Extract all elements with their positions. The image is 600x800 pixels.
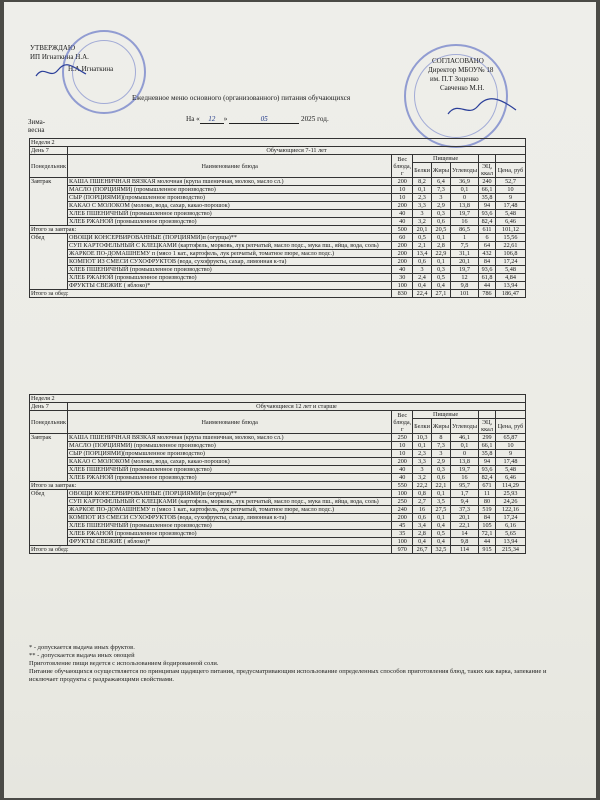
dish-energy: 93,6 [479,466,496,474]
dish-carbs: 37,3 [451,506,479,514]
dish-energy: 432 [479,250,496,258]
table-row [30,210,526,218]
dish-weight: 100 [392,538,413,546]
header-fat: Жиры [431,419,450,434]
dish-protein: 3,3 [413,202,432,210]
dish-name: КАША ПШЕНИЧНАЯ ВЯЗКАЯ молочная (крупа пшеничная, молоко, масло сл.) [67,434,391,442]
dish-price: 9 [496,450,526,458]
total-energy: 671 [479,482,496,490]
dish-fat: 3 [431,194,450,202]
dish-price: 6,46 [496,218,526,226]
menu-table-1 [29,138,526,298]
dish-carbs: 19,7 [451,210,479,218]
dish-weight: 100 [392,490,413,498]
header-dish: Наименование блюда [67,411,391,434]
dish-price: 13,94 [496,282,526,290]
header-protein: Белки [413,163,432,178]
dish-price: 5,48 [496,466,526,474]
week-label: Неделя 2 [30,139,526,147]
dish-carbs: 9,8 [451,282,479,290]
total-carbs: 95,7 [451,482,479,490]
dish-price: 9 [496,194,526,202]
dish-weight: 40 [392,266,413,274]
header-carbs: Углеводы [451,419,479,434]
dish-fat: 0,1 [431,234,450,242]
table-row [30,442,526,450]
table-row [30,186,526,194]
dish-weight: 10 [392,194,413,202]
table-row [30,450,526,458]
dish-energy: 82,4 [479,218,496,226]
dish-carbs: 19,7 [451,266,479,274]
dish-carbs: 13,8 [451,202,479,210]
dish-carbs: 16 [451,218,479,226]
dish-carbs: 0 [451,194,479,202]
header-weight: Вес блюда, г [393,411,412,433]
dish-carbs: 1 [451,234,479,242]
dish-energy: 84 [479,258,496,266]
dish-fat: 2,9 [431,458,450,466]
dish-weight: 60 [392,234,413,242]
day-label: День 7 [30,147,68,155]
dish-protein: 2,7 [413,498,432,506]
table-row [30,234,526,242]
dish-name: СУП КАРТОФЕЛЬНЫЙ С КЛЕЦКАМИ (картофель, морковь, лук репчатый, масло подс., мука пш., яйца, вода, соль) [67,498,391,506]
dish-protein: 13,4 [413,250,432,258]
dish-name: КОМПОТ ИЗ СМЕСИ СУХОФРУКТОВ (вода, сухофрукты, сахар, лимонная к-та) [67,514,391,522]
dish-protein: 0,6 [413,514,432,522]
dish-price: 24,26 [496,498,526,506]
total-label: Итого за завтрак: [30,226,392,234]
dish-carbs: 20,1 [451,258,479,266]
dish-protein: 10,3 [413,434,432,442]
header-blank [496,411,526,419]
total-row [30,482,526,490]
dish-price: 65,87 [496,434,526,442]
dish-weight: 45 [392,522,413,530]
approve-right-line2: им. П.Т Зоценко [430,75,479,83]
header-price: Цена, руб [496,163,526,178]
total-fat: 20,5 [431,226,450,234]
total-fat: 27,1 [431,290,450,298]
dish-carbs: 0,1 [451,186,479,194]
dish-energy: 94 [479,458,496,466]
dish-carbs: 16 [451,474,479,482]
dish-weight: 250 [392,498,413,506]
dish-protein: 3,3 [413,458,432,466]
approve-left-title: УТВЕРЖДАЮ [30,44,76,52]
dish-protein: 0,8 [413,490,432,498]
total-carbs: 101 [451,290,479,298]
dish-protein: 3 [413,266,432,274]
total-energy: 611 [479,226,496,234]
dish-energy: 66,1 [479,186,496,194]
header-price: Цена, руб [496,419,526,434]
dish-protein: 0,4 [413,538,432,546]
total-weight: 550 [392,482,413,490]
total-protein: 26,7 [413,546,432,554]
dish-price: 17,48 [496,202,526,210]
total-label: Итого за обед: [30,290,392,298]
dish-name: ХЛЕБ РЖАНОЙ (промышленное производство) [67,274,391,282]
table-row [30,522,526,530]
dish-price: 5,48 [496,266,526,274]
header-nutrients: Пищевые [413,155,479,163]
dish-name: МАСЛО (ПОРЦИЯМИ) (промышленное производство) [67,442,391,450]
total-row [30,226,526,234]
dish-energy: 64 [479,242,496,250]
dish-fat: 0,4 [431,282,450,290]
dish-price: 6,16 [496,522,526,530]
header-energy: ЭЦ, ккал [479,419,496,434]
dish-price: 5,65 [496,530,526,538]
header-carbs: Углеводы [451,163,479,178]
date-month: 05 [229,115,299,124]
dish-protein: 2,1 [413,242,432,250]
approve-right-line3: Савченко М.Н. [440,84,485,92]
dish-energy: 240 [479,178,496,186]
total-price: 114,29 [496,482,526,490]
dish-fat: 0,1 [431,514,450,522]
dish-name: СУП КАРТОФЕЛЬНЫЙ С КЛЕЦКАМИ (картофель, морковь, лук репчатый, масло подс., мука пш., яйца, вода, соль) [67,242,391,250]
dish-weight: 30 [392,274,413,282]
dish-fat: 0,3 [431,210,450,218]
header-nutrients: Пищевые [413,411,479,419]
age-group: Обучающиеся 7-11 лет [67,147,525,155]
dish-name: МАСЛО (ПОРЦИЯМИ) (промышленное производство) [67,186,391,194]
dish-energy: 11 [479,490,496,498]
dish-protein: 0,1 [413,186,432,194]
dish-price: 22,61 [496,242,526,250]
dish-name: ХЛЕБ ПШЕНИЧНЫЙ (промышленное производство) [67,466,391,474]
dish-weight: 200 [392,178,413,186]
dish-fat: 0,5 [431,274,450,282]
dish-carbs: 13,8 [451,458,479,466]
dish-weight: 200 [392,242,413,250]
dish-energy: 519 [479,506,496,514]
day-label: День 7 [30,403,68,411]
total-price: 215,34 [496,546,526,554]
dish-carbs: 7,5 [451,242,479,250]
dish-protein: 2,3 [413,194,432,202]
note-vegetables: ** - допускается выдача иных овощей [29,652,135,659]
table-row [30,258,526,266]
table-row [30,466,526,474]
table-row [30,538,526,546]
dish-price: 122,16 [496,506,526,514]
dish-carbs: 20,1 [451,514,479,522]
table-row [30,490,526,498]
date-day: 12 [200,115,224,124]
dish-protein: 3,4 [413,522,432,530]
dish-weight: 200 [392,258,413,266]
document-title: Ежедневное меню основного (организованного) питания обучающихся [132,94,351,102]
dish-fat: 0,1 [431,490,450,498]
menu-section-2 [29,394,526,554]
approve-right-line1: Директор МБОУ№ 18 [428,66,494,74]
dish-fat: 0,3 [431,266,450,274]
dish-carbs: 14 [451,530,479,538]
dish-price: 17,24 [496,258,526,266]
dish-carbs: 9,4 [451,498,479,506]
total-energy: 915 [479,546,496,554]
total-weight: 500 [392,226,413,234]
table-row [30,474,526,482]
dish-price: 13,94 [496,538,526,546]
dish-energy: 84 [479,514,496,522]
dish-name: ЖАРКОЕ ПО-ДОМАШНЕМУ п (мясо 1 кат., картофель, лук репчатый, томатное пюре, масло подс.) [67,506,391,514]
table-row [30,242,526,250]
dish-protein: 2,4 [413,274,432,282]
dish-name: КАКАО С МОЛОКОМ (молоко, вода, сахар, какао-порошок) [67,202,391,210]
dish-energy: 94 [479,202,496,210]
dish-fat: 0,1 [431,258,450,266]
right-signature [444,96,524,122]
dish-weight: 200 [392,202,413,210]
dish-weight: 100 [392,282,413,290]
table-row [30,178,526,186]
note-salt: Приготовление пищи ведется с использованием йодированной соли. [29,660,219,667]
dish-weight: 200 [392,250,413,258]
dish-energy: 44 [479,538,496,546]
dish-price: 10 [496,442,526,450]
dish-weight: 40 [392,218,413,226]
dish-protein: 2,3 [413,450,432,458]
total-protein: 22,2 [413,482,432,490]
dish-name: ФРУКТЫ СВЕЖИЕ ( яблоко)* [67,538,391,546]
dish-name: ОВОЩИ КОНСЕРВИРОВАННЫЕ (ПОРЦИЯМИ)п (огурцы)** [67,234,391,242]
dish-name: ХЛЕБ РЖАНОЙ (промышленное производство) [67,530,391,538]
table-row [30,498,526,506]
note-diet: Питание обучающихся осуществляется по принципам щадящего питания, предусматривающим использование определенных способов приготовления блюд, таких как варка, запекание и исключает продукты с раздражающими свойствами. [29,668,547,683]
dish-fat: 6,4 [431,178,450,186]
dish-carbs: 9,8 [451,538,479,546]
dish-carbs: 12 [451,274,479,282]
dish-energy: 35,8 [479,450,496,458]
dish-protein: 0,4 [413,282,432,290]
dish-energy: 44 [479,282,496,290]
menu-section-1 [29,138,526,298]
dish-weight: 35 [392,530,413,538]
dish-name: ХЛЕБ РЖАНОЙ (промышленное производство) [67,474,391,482]
dish-fat: 22,9 [431,250,450,258]
dish-name: СЫР (ПОРЦИЯМИ)(промышленное производство) [67,194,391,202]
total-price: 101,12 [496,226,526,234]
total-carbs: 86,5 [451,226,479,234]
table-row [30,194,526,202]
dish-weight: 10 [392,442,413,450]
dish-fat: 7,3 [431,442,450,450]
meal-name: Завтрак [30,178,68,226]
meal-name: Обед [30,490,68,546]
date-line: На « 12 » 05 2025 год. [186,115,329,123]
season-label: Зима- весна [28,118,46,134]
dish-protein: 3 [413,210,432,218]
dish-fat: 0,6 [431,474,450,482]
dish-weight: 250 [392,434,413,442]
dish-protein: 3 [413,466,432,474]
dish-fat: 3 [431,450,450,458]
dish-carbs: 0,1 [451,442,479,450]
header-weight: Вес блюда, г [393,155,412,177]
dish-name: ЖАРКОЕ ПО-ДОМАШНЕМУ п (мясо 1 кат., картофель, лук репчатый, томатное пюре, масло подс.) [67,250,391,258]
week-label: Неделя 2 [30,395,526,403]
dish-name: ФРУКТЫ СВЕЖИЕ ( яблоко)* [67,282,391,290]
total-energy: 786 [479,290,496,298]
total-row [30,546,526,554]
dish-price: 17,48 [496,458,526,466]
total-label: Итого за завтрак: [30,482,392,490]
dish-protein: 16 [413,506,432,514]
dish-fat: 0,4 [431,522,450,530]
dish-fat: 0,6 [431,218,450,226]
dish-fat: 27,5 [431,506,450,514]
header-fat: Жиры [431,163,450,178]
dish-protein: 2,8 [413,530,432,538]
total-fat: 32,5 [431,546,450,554]
dish-name: ХЛЕБ ПШЕНИЧНЫЙ (промышленное производство) [67,266,391,274]
header-blank [479,411,496,419]
dish-fat: 8 [431,434,450,442]
dish-price: 10 [496,186,526,194]
total-protein: 20,1 [413,226,432,234]
table-row [30,530,526,538]
dish-fat: 2,8 [431,242,450,250]
total-weight: 830 [392,290,413,298]
dish-weight: 200 [392,514,413,522]
header-blank [496,155,526,163]
dish-name: ХЛЕБ РЖАНОЙ (промышленное производство) [67,218,391,226]
meal-name: Обед [30,234,68,290]
total-row [30,290,526,298]
approve-right-title: СОГЛАСОВАНО [432,57,484,65]
dish-price: 5,48 [496,210,526,218]
dish-protein: 0,6 [413,258,432,266]
dish-fat: 2,9 [431,202,450,210]
dish-name: КОМПОТ ИЗ СМЕСИ СУХОФРУКТОВ (вода, сухофрукты, сахар, лимонная к-та) [67,258,391,266]
dish-energy: 35,8 [479,194,496,202]
total-weight: 970 [392,546,413,554]
left-signature [32,62,92,82]
table-row [30,274,526,282]
dish-price: 25,93 [496,490,526,498]
approve-left-line1: ИП Игнаткина Н.А. [30,53,89,61]
dish-energy: 299 [479,434,496,442]
dish-price: 106,8 [496,250,526,258]
table-row [30,282,526,290]
total-protein: 22,4 [413,290,432,298]
dish-weight: 10 [392,450,413,458]
dish-protein: 0,1 [413,442,432,450]
dish-energy: 66,1 [479,442,496,450]
table-row [30,514,526,522]
dish-protein: 8,2 [413,178,432,186]
dish-price: 6,46 [496,474,526,482]
age-group: Обучающиеся 12 лет и старше [67,403,525,411]
dish-weight: 40 [392,474,413,482]
note-fruits: * - допускается выдача иных фруктов. [29,644,135,651]
dish-carbs: 0 [451,450,479,458]
dish-name: ОВОЩИ КОНСЕРВИРОВАННЫЕ (ПОРЦИЯМИ)п (огурцы)** [67,490,391,498]
dish-energy: 82,4 [479,474,496,482]
dish-weight: 40 [392,210,413,218]
total-fat: 22,1 [431,482,450,490]
header-dish: Наименование блюда [67,155,391,178]
dish-price: 17,24 [496,514,526,522]
dish-protein: 0,5 [413,234,432,242]
dish-carbs: 19,7 [451,466,479,474]
menu-table-2 [29,394,526,554]
dish-name: ХЛЕБ ПШЕНИЧНЫЙ (промышленное производство) [67,210,391,218]
dish-fat: 7,3 [431,186,450,194]
dish-protein: 3,2 [413,218,432,226]
dish-name: КАКАО С МОЛОКОМ (молоко, вода, сахар, какао-порошок) [67,458,391,466]
dish-fat: 0,3 [431,466,450,474]
dish-fat: 3,5 [431,498,450,506]
notes [29,644,569,684]
dish-energy: 105 [479,522,496,530]
dish-name: ХЛЕБ ПШЕНИЧНЫЙ (промышленное производство) [67,522,391,530]
dish-carbs: 1,7 [451,490,479,498]
table-row [30,202,526,210]
dish-name: КАША ПШЕНИЧНАЯ ВЯЗКАЯ молочная (крупа пшеничная, молоко, масло сл.) [67,178,391,186]
header-energy: ЭЦ, ккал [479,163,496,178]
dish-energy: 80 [479,498,496,506]
dish-carbs: 31,1 [451,250,479,258]
table-row [30,434,526,442]
total-label: Итого за обед: [30,546,392,554]
dish-protein: 3,2 [413,474,432,482]
dish-price: 15,56 [496,234,526,242]
table-row [30,458,526,466]
dish-carbs: 46,1 [451,434,479,442]
header-blank [479,155,496,163]
dish-weight: 40 [392,466,413,474]
dish-energy: 93,6 [479,210,496,218]
dish-price: 52,7 [496,178,526,186]
header-protein: Белки [413,419,432,434]
dish-name: СЫР (ПОРЦИЯМИ)(промышленное производство) [67,450,391,458]
table-row [30,506,526,514]
menu-document [4,2,596,798]
header-weekday: Понедельник [30,411,68,434]
dish-fat: 0,4 [431,538,450,546]
dish-carbs: 36,9 [451,178,479,186]
dish-energy: 93,6 [479,266,496,274]
approve-left-line2: Н.А.Игнаткина [68,65,114,73]
table-row [30,218,526,226]
dish-fat: 0,5 [431,530,450,538]
dish-energy: 6 [479,234,496,242]
dish-weight: 240 [392,506,413,514]
table-row [30,250,526,258]
dish-price: 4,84 [496,274,526,282]
total-carbs: 114 [451,546,479,554]
total-price: 186,47 [496,290,526,298]
dish-energy: 61,8 [479,274,496,282]
dish-weight: 200 [392,458,413,466]
header-weekday: Понедельник [30,155,68,178]
table-row [30,266,526,274]
meal-name: Завтрак [30,434,68,482]
dish-carbs: 22,1 [451,522,479,530]
dish-weight: 10 [392,186,413,194]
dish-energy: 72,1 [479,530,496,538]
